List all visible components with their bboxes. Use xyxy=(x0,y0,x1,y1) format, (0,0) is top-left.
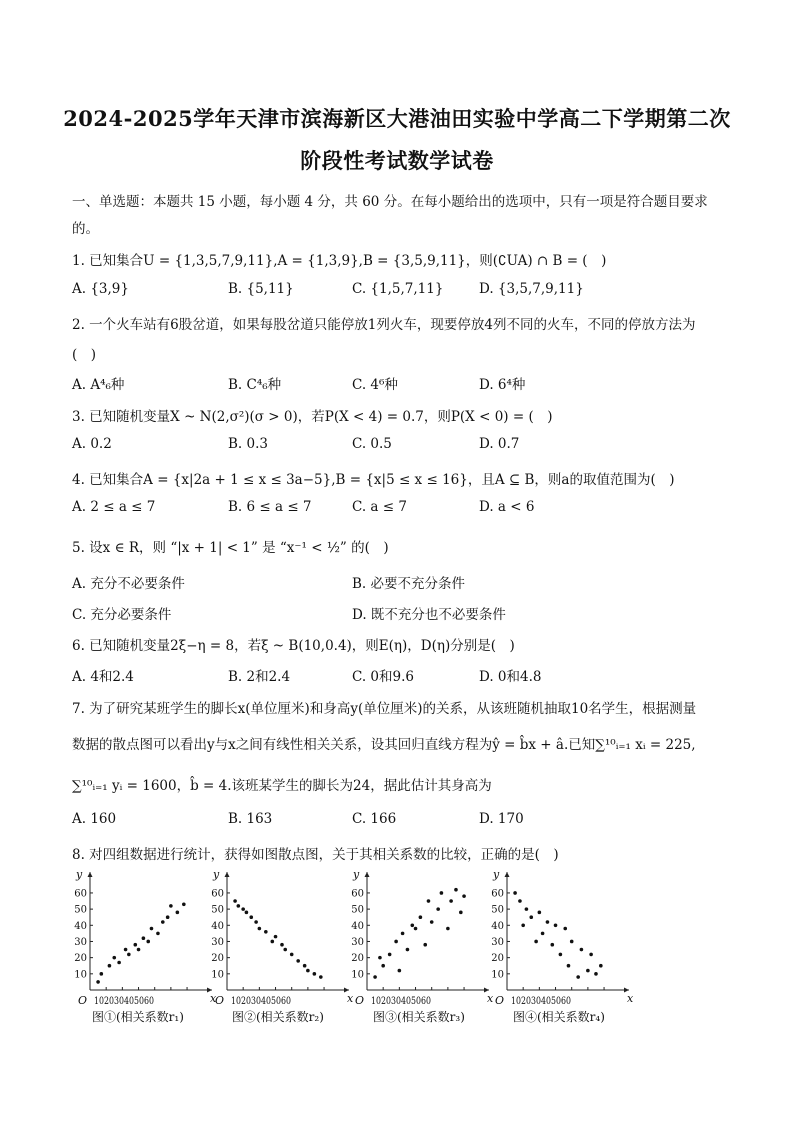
data-point xyxy=(258,927,262,931)
question-2-option-b[interactable]: B. C⁴₆种 xyxy=(228,377,282,393)
data-point xyxy=(414,927,418,931)
y-axis-arrow xyxy=(225,872,230,877)
question-6-option-c[interactable]: C. 0和9.6 xyxy=(352,669,414,685)
data-point xyxy=(521,923,525,927)
y-tick-label: 60 xyxy=(211,888,224,900)
data-point xyxy=(419,915,423,919)
data-point xyxy=(127,953,131,957)
y-tick-label: 30 xyxy=(491,936,504,948)
y-axis-arrow xyxy=(88,872,93,877)
data-point xyxy=(541,932,545,936)
data-point xyxy=(112,956,116,960)
data-point xyxy=(401,932,405,936)
y-tick-label: 50 xyxy=(351,904,364,916)
data-point xyxy=(423,943,427,947)
question-4-stem: 4. 已知集合A = {x|2a + 1 ≤ x ≤ 3a−5},B = {x|5 ≤ x ≤ 16}，且A ⊆ B，则a的取值范围为( ) xyxy=(72,472,675,488)
data-point xyxy=(373,975,377,979)
figure-1-caption: 图①(相关系数r₁) xyxy=(92,1010,184,1024)
section-instructions-line1: 一、单选题：本题共 15 小题，每小题 4 分，共 60 分。在每小题给出的选项中，只有一项是符合题目要求 xyxy=(72,194,708,210)
question-4-option-a[interactable]: A. 2 ≤ a ≤ 7 xyxy=(72,499,156,515)
y-tick-label: 10 xyxy=(74,969,87,981)
y-tick-label: 40 xyxy=(211,920,224,932)
data-point xyxy=(589,953,593,957)
data-point xyxy=(303,964,307,968)
data-point xyxy=(563,927,567,931)
y-tick-label: 30 xyxy=(351,936,364,948)
data-point xyxy=(150,927,154,931)
data-point xyxy=(594,972,598,976)
question-2-option-c[interactable]: C. 4⁶种 xyxy=(352,377,398,393)
data-point xyxy=(133,943,137,947)
data-point xyxy=(280,943,284,947)
data-point xyxy=(233,899,237,903)
question-4-option-d[interactable]: D. a < 6 xyxy=(479,499,535,515)
question-3-option-b[interactable]: B. 0.3 xyxy=(228,436,268,452)
y-tick-label: 30 xyxy=(74,936,87,948)
data-point xyxy=(570,940,574,944)
question-3-stem: 3. 已知随机变量X ~ N(2,σ²)(σ > 0)，若P(X < 4) = 0.7，则P(X < 0) = ( ) xyxy=(72,409,553,425)
data-point xyxy=(410,923,414,927)
y-axis-label: y xyxy=(213,868,220,881)
data-point xyxy=(580,948,584,952)
data-point xyxy=(518,899,522,903)
data-point xyxy=(254,920,258,924)
data-point xyxy=(534,940,538,944)
data-point xyxy=(586,969,590,973)
data-point xyxy=(427,899,431,903)
y-axis-label: y xyxy=(76,868,83,881)
question-7-option-a[interactable]: A. 160 xyxy=(72,811,117,827)
figure-3-caption: 图③(相关系数r₃) xyxy=(373,1010,465,1024)
data-point xyxy=(513,891,517,895)
question-5-stem: 5. 设x ∈ R，则 “|x + 1| < 1” 是 “x⁻¹ < ½” 的( ) xyxy=(72,540,389,556)
data-point xyxy=(156,932,160,936)
data-point xyxy=(554,923,558,927)
question-4-option-b[interactable]: B. 6 ≤ a ≤ 7 xyxy=(228,499,312,515)
data-point xyxy=(237,904,241,908)
data-point xyxy=(283,948,287,952)
section-instructions-line2: 的。 xyxy=(72,221,99,237)
question-6-option-b[interactable]: B. 2和2.4 xyxy=(228,669,291,685)
y-tick-label: 20 xyxy=(351,953,364,965)
data-point xyxy=(378,956,382,960)
y-tick-label: 50 xyxy=(491,904,504,916)
origin-label: O xyxy=(355,994,365,1007)
data-point xyxy=(169,904,173,908)
y-axis-label: y xyxy=(493,868,500,881)
y-tick-label: 40 xyxy=(491,920,504,932)
data-point xyxy=(436,907,440,911)
y-tick-label: 20 xyxy=(74,953,87,965)
data-point xyxy=(567,964,571,968)
figure-2-caption: 图②(相关系数r₂) xyxy=(232,1010,324,1024)
question-5-option-a[interactable]: A. 充分不必要条件 xyxy=(72,576,185,592)
data-point xyxy=(166,915,170,919)
question-5-option-b[interactable]: B. 必要不充分条件 xyxy=(352,576,466,592)
data-point xyxy=(274,935,278,939)
data-point xyxy=(241,907,245,911)
y-axis-arrow xyxy=(505,872,510,877)
question-7-option-d[interactable]: D. 170 xyxy=(479,811,524,827)
x-axis-label: x xyxy=(210,992,217,1005)
question-3-option-c[interactable]: C. 0.5 xyxy=(352,436,392,452)
data-point xyxy=(137,948,141,952)
data-point xyxy=(313,972,317,976)
x-tick-labels: 102030405060 xyxy=(371,996,431,1007)
data-point xyxy=(176,911,180,915)
question-2-stem-line2: ( ) xyxy=(72,347,97,363)
data-point xyxy=(462,894,466,898)
data-point xyxy=(117,961,121,965)
y-tick-label: 20 xyxy=(211,953,224,965)
data-point xyxy=(146,940,150,944)
data-point xyxy=(459,911,463,915)
data-point xyxy=(108,964,112,968)
data-point xyxy=(454,888,458,892)
scatter-plot-1 xyxy=(68,868,217,1028)
data-point xyxy=(388,953,392,957)
question-3-option-d[interactable]: D. 0.7 xyxy=(479,436,520,452)
question-7-stem-line3: ∑¹⁰ᵢ₌₁ yᵢ = 1600，b̂ = 4.该班某学生的脚长为24，据此估计其身高为 xyxy=(72,778,492,794)
question-4-option-c[interactable]: C. a ≤ 7 xyxy=(352,499,407,515)
data-point xyxy=(100,972,104,976)
question-7-stem-line1: 7. 为了研究某班学生的脚长x(单位厘米)和身高y(单位厘米)的关系，从该班随机抽取10名学生，根据测量 xyxy=(72,701,697,717)
x-tick-labels: 102030405060 xyxy=(511,996,571,1007)
data-point xyxy=(182,902,186,906)
data-point xyxy=(398,969,402,973)
y-tick-label: 40 xyxy=(351,920,364,932)
origin-label: O xyxy=(215,994,225,1007)
scatter-plot-4 xyxy=(485,868,634,1028)
data-point xyxy=(449,899,453,903)
question-2-option-d[interactable]: D. 6⁴种 xyxy=(479,377,526,393)
question-1-option-d[interactable]: D. {3,5,7,9,11} xyxy=(479,281,584,297)
data-point xyxy=(559,953,563,957)
data-point xyxy=(142,936,146,940)
y-axis-arrow xyxy=(365,872,370,877)
x-axis-label: x xyxy=(347,992,354,1005)
data-point xyxy=(529,915,533,919)
y-tick-label: 60 xyxy=(491,888,504,900)
question-5-option-c[interactable]: C. 充分必要条件 xyxy=(72,607,172,623)
y-tick-label: 10 xyxy=(351,969,364,981)
question-7-stem-line2: 数据的散点图可以看出y与x之间有线性相关关系，设其回归直线方程为ŷ = b̂x + â.已知∑¹⁰ᵢ₌₁ xᵢ = 225, xyxy=(72,737,696,753)
data-point xyxy=(538,911,542,915)
data-point xyxy=(381,964,385,968)
question-2-option-a[interactable]: A. A⁴₆种 xyxy=(72,377,125,393)
question-3-option-a[interactable]: A. 0.2 xyxy=(72,436,112,452)
y-tick-label: 10 xyxy=(211,969,224,981)
question-8-stem: 8. 对四组数据进行统计，获得如图散点图，关于其相关系数的比较，正确的是( ) xyxy=(72,847,559,863)
y-tick-label: 60 xyxy=(351,888,364,900)
y-axis-label: y xyxy=(353,868,360,881)
question-5-option-d[interactable]: D. 既不充分也不必要条件 xyxy=(352,607,506,623)
y-tick-label: 60 xyxy=(74,888,87,900)
y-tick-label: 50 xyxy=(74,904,87,916)
figure-4-caption: 图④(相关系数r₄) xyxy=(513,1010,605,1024)
question-7-option-c[interactable]: C. 166 xyxy=(352,811,397,827)
question-1-option-a[interactable]: A. {3,9} xyxy=(72,281,129,297)
question-2-stem-line1: 2. 一个火车站有6股岔道，如果每股岔道只能停放1列火车，现要停放4列不同的火车，不同的停放方法为 xyxy=(72,317,696,333)
question-1-stem: 1. 已知集合U = {1,3,5,7,9,11},A = {1,3,9},B = {3,5,9,11}，则(∁UA) ∩ B = ( ) xyxy=(72,253,607,269)
data-point xyxy=(306,969,310,973)
data-point xyxy=(406,948,410,952)
data-point xyxy=(430,920,434,924)
y-tick-label: 50 xyxy=(211,904,224,916)
data-point xyxy=(249,915,253,919)
question-6-option-a[interactable]: A. 4和2.4 xyxy=(72,669,134,685)
data-point xyxy=(161,920,165,924)
data-point xyxy=(440,891,444,895)
origin-label: O xyxy=(495,994,505,1007)
question-1-option-b[interactable]: B. {5,11} xyxy=(228,281,294,297)
data-point xyxy=(245,911,249,915)
y-tick-label: 10 xyxy=(491,969,504,981)
y-tick-label: 40 xyxy=(74,920,87,932)
data-point xyxy=(550,943,554,947)
x-tick-labels: 102030405060 xyxy=(94,996,154,1007)
data-point xyxy=(525,907,529,911)
data-point xyxy=(319,975,323,979)
data-point xyxy=(394,940,398,944)
data-point xyxy=(576,975,580,979)
data-point xyxy=(124,948,128,952)
question-6-stem: 6. 已知随机变量2ξ−η = 8，若ξ ~ B(10,0.4)，则E(η)，D(η)分别是( ) xyxy=(72,638,515,654)
x-axis-label: x xyxy=(627,992,634,1005)
x-axis-label: x xyxy=(487,992,494,1005)
data-point xyxy=(96,980,100,984)
data-point xyxy=(599,964,603,968)
data-point xyxy=(296,959,300,963)
scatter-plot-3 xyxy=(345,868,494,1028)
question-6-option-d[interactable]: D. 0和4.8 xyxy=(479,669,542,685)
y-tick-label: 20 xyxy=(491,953,504,965)
data-point xyxy=(446,927,450,931)
question-7-option-b[interactable]: B. 163 xyxy=(228,811,273,827)
page-title-line1: 2024-2025学年天津市滨海新区大港油田实验中学高二下学期第二次 xyxy=(63,106,731,131)
data-point xyxy=(270,940,274,944)
scatter-plot-2 xyxy=(205,868,354,1028)
data-point xyxy=(264,930,268,934)
data-point xyxy=(546,920,550,924)
x-tick-labels: 102030405060 xyxy=(231,996,291,1007)
question-1-option-c[interactable]: C. {1,5,7,11} xyxy=(352,281,444,297)
y-tick-label: 30 xyxy=(211,936,224,948)
data-point xyxy=(290,953,294,957)
origin-label: O xyxy=(78,994,88,1007)
page-title-line2: 阶段性考试数学试卷 xyxy=(300,148,494,173)
